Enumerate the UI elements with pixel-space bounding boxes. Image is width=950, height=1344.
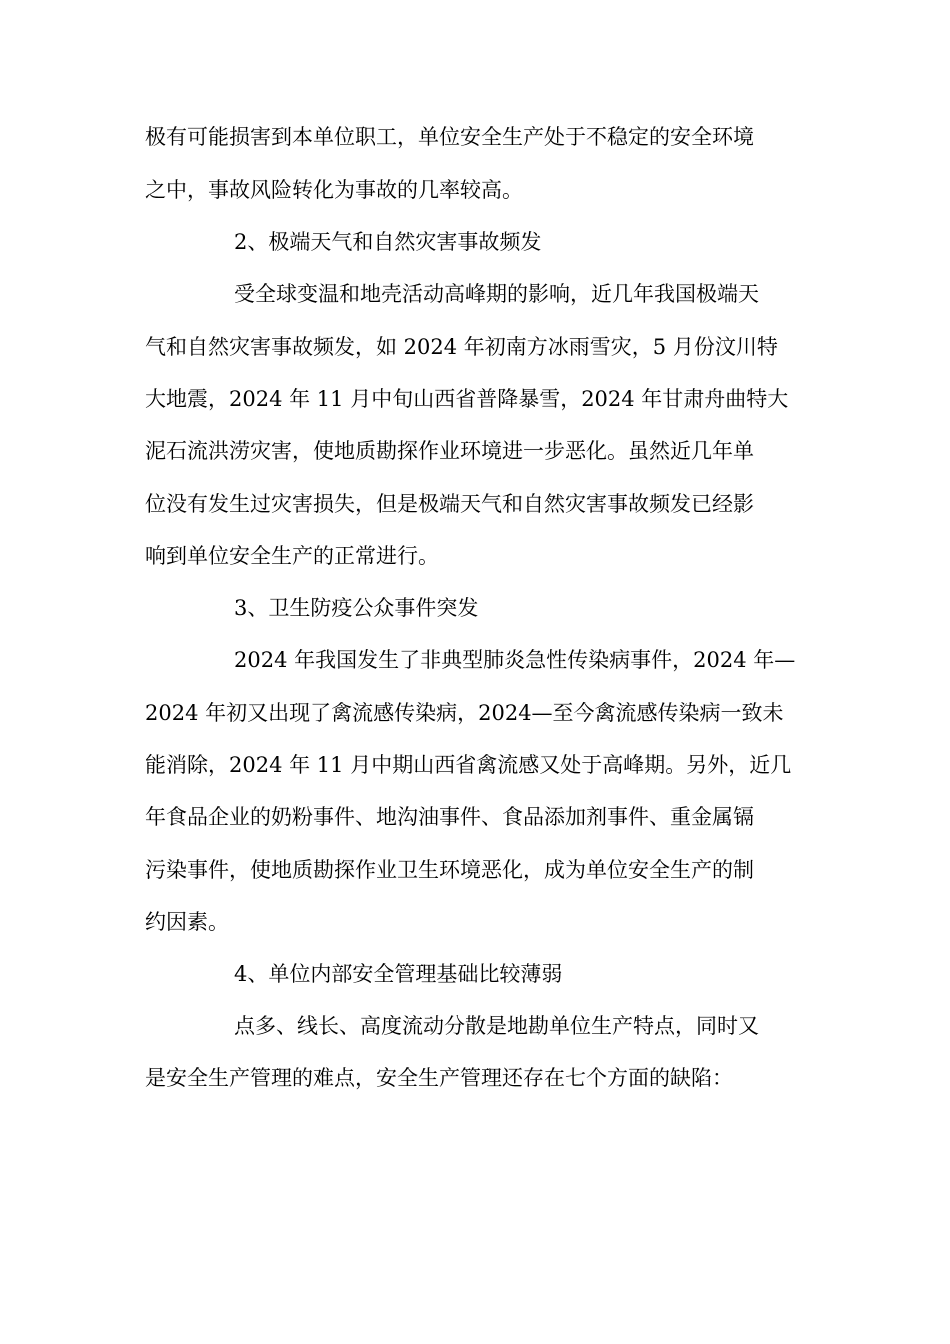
body-text-line: 点多、线长、高度流动分散是地勘单位生产特点，同时又 [234,1014,759,1038]
body-text-line: 约因素。 [145,910,229,934]
body-text-line: 极有可能损害到本单位职工，单位安全生产处于不稳定的安全环境 [145,125,754,149]
body-text-line: 泥石流洪涝灾害，使地质勘探作业环境进一步恶化。虽然近几年单 [145,439,754,463]
body-text-line: 能消除，2024 年 11 月中期山西省禽流感又处于高峰期。另外，近几 [145,753,792,777]
body-text-line: 2024 年初又出现了禽流感传染病，2024—至今禽流感传染病一致未 [145,701,784,725]
body-text-line: 气和自然灾害事故频发，如 2024 年初南方冰雨雪灾，5 月份汶川特 [145,335,778,359]
body-text-line: 是安全生产管理的难点，安全生产管理还存在七个方面的缺陷： [145,1066,733,1090]
body-text-line: 响到单位安全生产的正常进行。 [145,544,439,568]
body-text-line: 之中，事故风险转化为事故的几率较高。 [145,178,523,202]
section-heading-3: 3、卫生防疫公众事件突发 [234,596,479,620]
section-heading-4: 4、单位内部安全管理基础比较薄弱 [234,962,563,986]
section-heading-2: 2、极端天气和自然灾害事故频发 [234,230,542,254]
body-text-line: 大地震，2024 年 11 月中旬山西省普降暴雪，2024 年甘肃舟曲特大 [145,387,789,411]
body-text-line: 位没有发生过灾害损失，但是极端天气和自然灾害事故频发已经影 [145,492,754,516]
body-text-line: 受全球变温和地壳活动高峰期的影响，近几年我国极端天 [234,282,759,306]
body-text-line: 2024 年我国发生了非典型肺炎急性传染病事件，2024 年— [234,648,796,672]
body-text-line: 年食品企业的奶粉事件、地沟油事件、食品添加剂事件、重金属镉 [145,805,754,829]
body-text-line: 污染事件，使地质勘探作业卫生环境恶化，成为单位安全生产的制 [145,858,754,882]
